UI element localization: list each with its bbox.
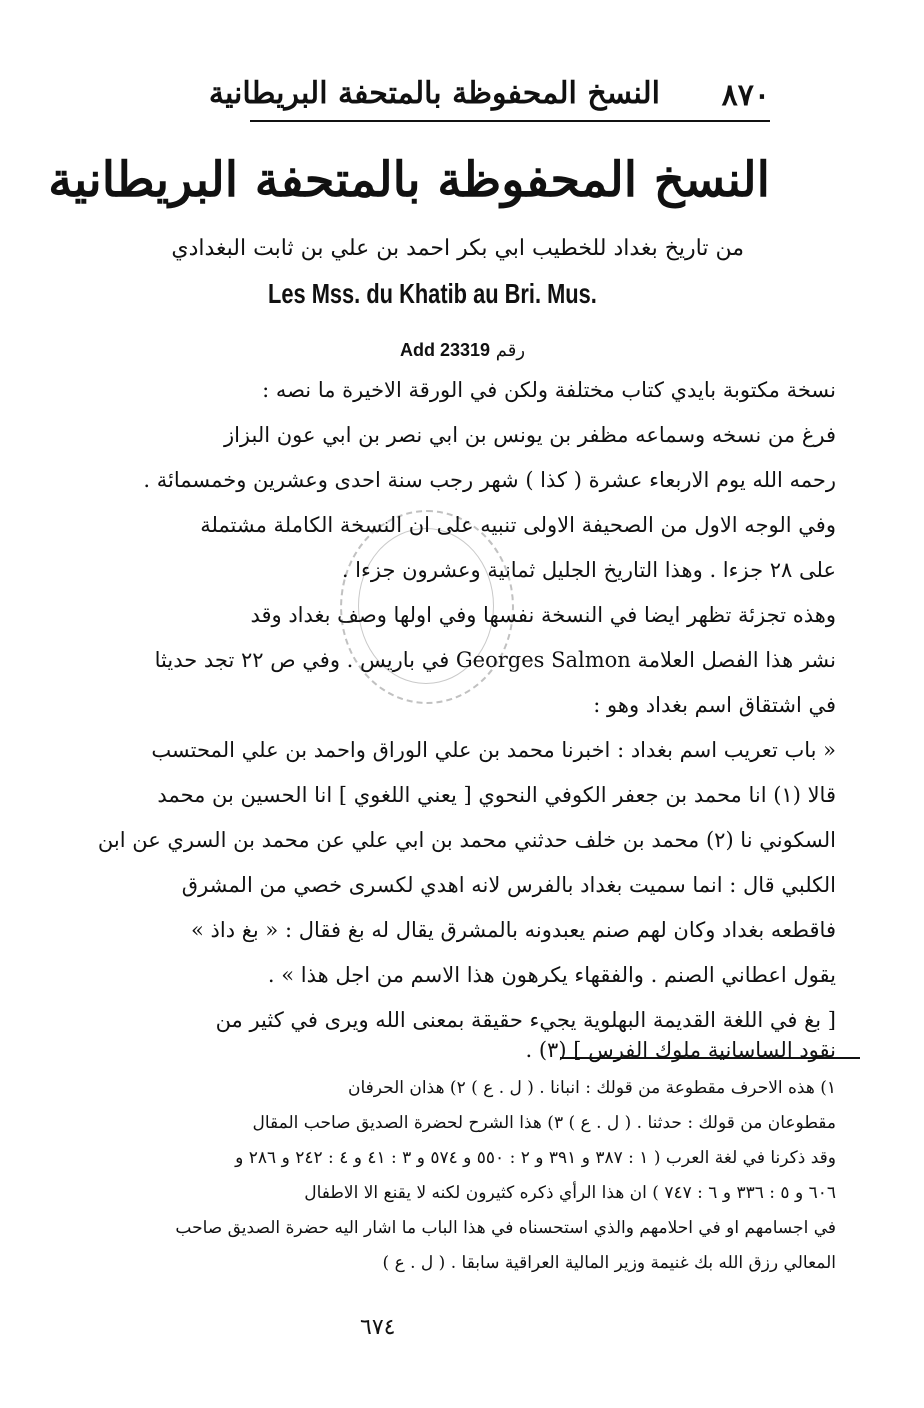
body-line: رحمه الله يوم الاربعاء عشرة ( كذا ) شهر رجب سنة احدى وعشرين وخمسمائة . (143, 468, 836, 492)
folio-mark: ٦٧٤ (360, 1315, 396, 1340)
subtitle: من تاريخ بغداد للخطيب ابي بكر احمد بن علي بن ثابت البغدادي (171, 236, 744, 261)
page-title: النسخ المحفوظة بالمتحفة البريطانية (48, 152, 770, 208)
footnote-line: ٦٠٦ و ٥ : ٣٣٦ و ٦ : ٧٤٧ ) ان هذا الرأي ذكره كثيرون لكنه لا يقنع الا الاطفال (304, 1183, 836, 1203)
body-line: الكلبي قال : انما سميت بغداد بالفرس لانه اهدي لكسرى خصي من المشرق (181, 873, 836, 897)
running-header (208, 72, 770, 122)
body-line: نقود الساسانية ملوك الفرس ] (٣) . (525, 1038, 836, 1062)
body-line: قالا (١) انا محمد بن جعفر الكوفي النحوي [ يعني اللغوي ] انا الحسين بن محمد (157, 783, 836, 807)
running-title: النسخ المحفوظة بالمتحفة البريطانية (208, 76, 660, 111)
body-line: وهذه تجزئة تظهر ايضا في النسخة نفسها وفي اولها وصف بغداد وقد (250, 603, 836, 627)
body-line: وفي الوجه الاول من الصحيفة الاولى تنبيه على ان النسخة الكاملة مشتملة (200, 513, 836, 537)
body-line: السكوني نا (٢) محمد بن خلف حدثني محمد بن ابي علي عن محمد بن السري عن ابن (97, 828, 836, 852)
latin-title: Les Mss. du Khatib au Bri. Mus. (268, 278, 597, 309)
footnote-line: ١) هذه الاحرف مقطوعة من قولك : انبانا . ( ل . ع ) ٢) هذان الحرفان (347, 1078, 836, 1098)
footnote-line: في اجسامهم او في احلامهم والذي استحسناه في هذا الباب ما اشار اليه حضرة الصديق صاحب (175, 1218, 836, 1238)
footnote-line: مقطوعان من قولك : حدثنا . ( ل . ع ) ٣) هذا الشرح لحضرة الصديق صاحب المقال (252, 1113, 836, 1133)
body-line: نشر هذا الفصل العلامة Georges Salmon في باريس . وفي ص ٢٢ تجد حديثا (154, 648, 836, 672)
add-label: رقم (495, 340, 526, 361)
body-line: يقول اعطاني الصنم . والفقهاء يكرهون هذا الاسم من اجل هذا » . (267, 963, 836, 987)
body-line: فرغ من نسخه وسماعه مظفر بن يونس بن ابي نصر بن ابي عون البزاز (223, 423, 836, 447)
body-line: نسخة مكتوبة بايدي كتاب مختلفة ولكن في الورقة الاخيرة ما نصه : (262, 378, 836, 402)
add-number: Add 23319 (400, 340, 491, 360)
body-line: في اشتقاق اسم بغداد وهو : (593, 693, 836, 717)
body-line: « باب تعريب اسم بغداد : اخبرنا محمد بن علي الوراق واحمد بن علي المحتسب (151, 738, 836, 762)
body-line: على ٢٨ جزءا . وهذا التاريخ الجليل ثمانية وعشرون جزءا . (341, 558, 836, 582)
page-number: ٨٧٠ (721, 78, 770, 113)
footnote-rule (560, 1057, 860, 1059)
footnote-line: وقد ذكرنا في لغة العرب ( ١ : ٣٨٧ و ٣٩١ و ٢ : ٥٥٠ و ٥٧٤ و ٣ : ٤١ و ٤ : ٢٤٢ و ٢٨٦ و (235, 1148, 836, 1168)
body-line: فاقطعه بغداد وكان لهم صنم يعبدونه بالمشرق يقال له بغ فقال : « بغ داذ » (191, 918, 836, 942)
body-line: [ بغ في اللغة القديمة البهلوية يجيء حقيقة بمعنى الله ويرى في كثير من (215, 1008, 836, 1032)
footnote-line: المعالي رزق الله بك غنيمة وزير المالية العراقية سابقا . ( ل . ع ) (382, 1253, 836, 1273)
manuscript-number (400, 340, 525, 361)
